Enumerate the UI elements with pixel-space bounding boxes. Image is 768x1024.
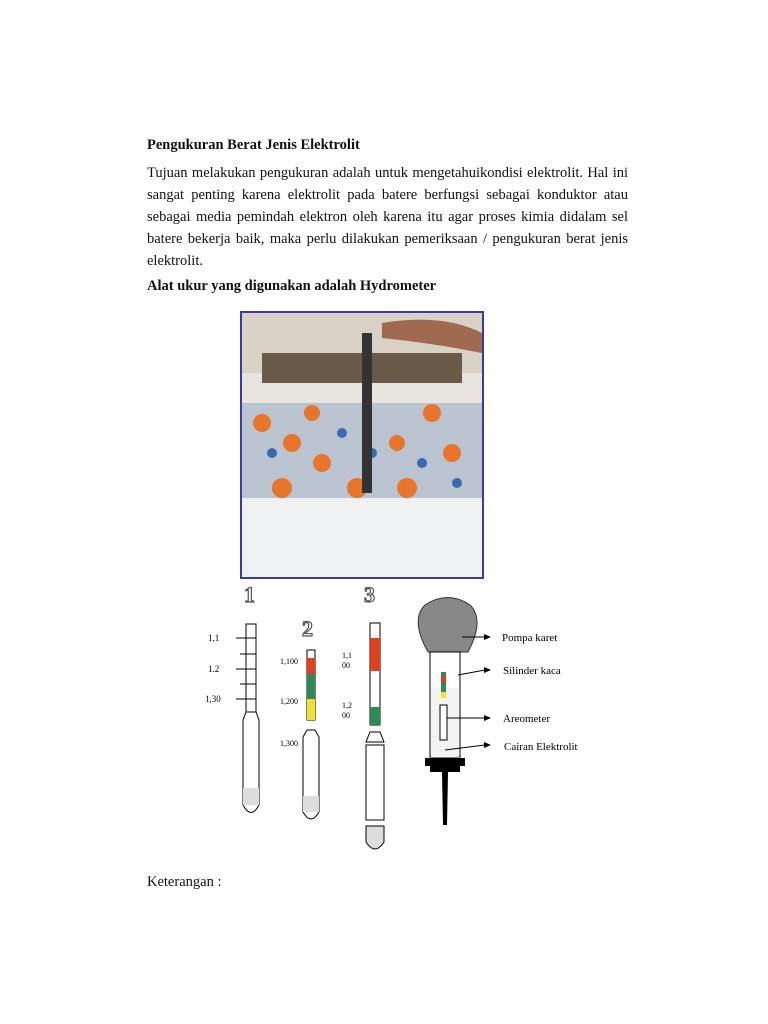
scale-label: 1.2 xyxy=(208,664,220,674)
footer-note: Keterangan : xyxy=(147,874,222,890)
scale-label: 1,300 xyxy=(280,739,298,748)
scale-label: 1,200 xyxy=(280,697,298,706)
scale-label: 1,1 xyxy=(208,633,220,643)
subheading: Alat ukur yang digunakan adalah Hydrometer xyxy=(147,278,437,294)
label-pompa-karet: Pompa karet xyxy=(502,632,558,644)
scale-label: 1,100 xyxy=(280,657,298,666)
label-cairan-elektrolit: Cairan Elektrolit xyxy=(504,741,578,753)
hydrometer-diagram xyxy=(200,580,620,860)
section-title: Pengukuran Berat Jenis Elektrolit xyxy=(147,137,360,153)
label-areometer: Areometer xyxy=(503,713,551,725)
hydrometer-photo xyxy=(240,311,484,579)
scale-label: 1,30 xyxy=(205,694,221,704)
scale-label: 00 xyxy=(342,661,350,670)
figure-number: 3 xyxy=(364,582,375,607)
scale-label: 00 xyxy=(342,711,350,720)
label-silinder-kaca: Silinder kaca xyxy=(503,665,561,677)
body-paragraph: Tujuan melakukan pengukuran adalah untuk mengetahuikondisi elektrolit. Hal ini sangat penting karena elektrolit pada batere berfungsi sebagai konduktor atau sebagai media pemindah elektron oleh karena itu agar proses kimia didalam sel batere bekerja baik, maka perlu dilakukan pemeriksaan / pengukuran berat jenis elektrolit. xyxy=(147,165,628,269)
figure-number: 1 xyxy=(244,582,255,607)
figure-number: 2 xyxy=(302,616,313,641)
scale-label: 1,1 xyxy=(342,651,352,660)
scale-label: 1,2 xyxy=(342,701,352,710)
